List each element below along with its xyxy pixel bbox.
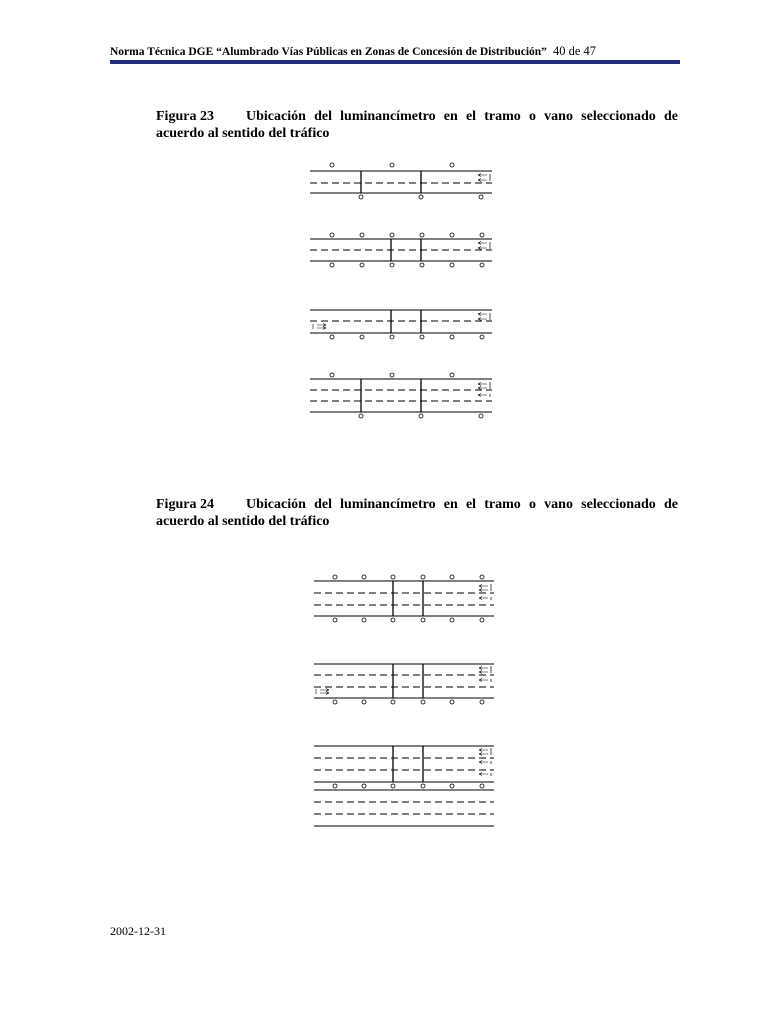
page-number: 40 de 47 <box>552 44 596 58</box>
road-diagram-d <box>310 373 492 418</box>
road-diagram-b <box>310 233 492 267</box>
figure-23-number: Figura 23 <box>156 109 214 124</box>
road-diagram-e <box>314 575 494 622</box>
header-title: Norma Técnica DGE “Alumbrado Vías Públicas en Zonas de Concesión de Distribución” <box>110 46 547 58</box>
road-diagram-f <box>314 664 494 704</box>
figure-23-diagram <box>300 155 510 430</box>
figure-24-text: Ubicación del luminancímetro en el tramo o vano seleccionado de acuerdo al sentido del tráfico <box>156 497 678 529</box>
figure-24-number: Figura 24 <box>156 497 214 512</box>
figure-23-caption <box>156 108 678 142</box>
road-diagram-g <box>314 746 494 826</box>
figure-24-diagram <box>300 570 510 835</box>
footer-date: 2002-12-31 <box>110 924 166 938</box>
road-diagram-c <box>310 310 492 339</box>
page-header <box>110 44 680 59</box>
figure-23-text: Ubicación del luminancímetro en el tramo o vano seleccionado de acuerdo al sentido del tráfico <box>156 109 678 141</box>
header-rule <box>110 60 680 64</box>
road-diagram-a <box>310 163 492 199</box>
figure-24-caption <box>156 496 678 530</box>
